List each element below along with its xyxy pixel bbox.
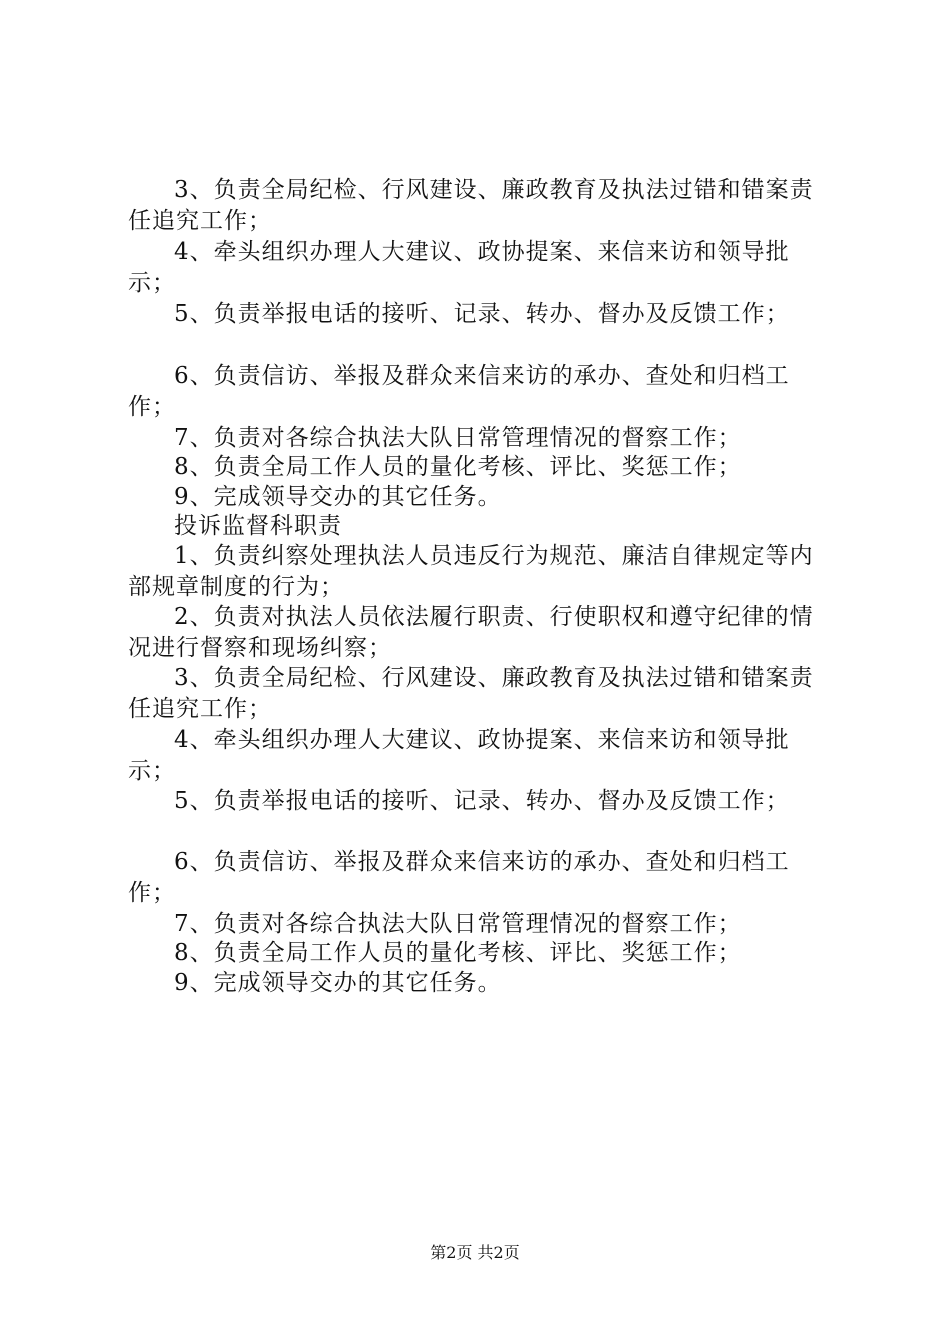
paragraph: 3、负责全局纪检、行风建设、廉政教育及执法过错和错案责任追究工作； — [128, 177, 814, 234]
paragraph: 9、完成领导交办的其它任务。 — [174, 484, 502, 510]
page-number-footer: 第2页 共2页 — [430, 1243, 520, 1262]
paragraph: 7、负责对各综合执法大队日常管理情况的督察工作； — [174, 425, 742, 451]
paragraph: 4、牵头组织办理人大建议、政协提案、来信来访和领导批示； — [128, 727, 790, 784]
paragraph: 8、负责全局工作人员的量化考核、评比、奖惩工作； — [174, 940, 742, 966]
paragraph: 8、负责全局工作人员的量化考核、评比、奖惩工作； — [174, 454, 742, 480]
paragraph: 1、负责纠察处理执法人员违反行为规范、廉洁自律规定等内部规章制度的行为； — [128, 543, 814, 600]
section-heading: 投诉监督科职责 — [174, 513, 342, 539]
paragraph: 5、负责举报电话的接听、记录、转办、督办及反馈工作； — [174, 301, 790, 327]
paragraph: 3、负责全局纪检、行风建设、廉政教育及执法过错和错案责任追究工作； — [128, 665, 814, 722]
paragraph: 6、负责信访、举报及群众来信来访的承办、查处和归档工作； — [128, 363, 790, 420]
paragraph: 4、牵头组织办理人大建议、政协提案、来信来访和领导批示； — [128, 239, 790, 296]
paragraph: 9、完成领导交办的其它任务。 — [174, 970, 502, 996]
paragraph: 6、负责信访、举报及群众来信来访的承办、查处和归档工作； — [128, 849, 790, 906]
paragraph: 2、负责对执法人员依法履行职责、行使职权和遵守纪律的情况进行督察和现场纠察； — [128, 604, 814, 661]
paragraph: 7、负责对各综合执法大队日常管理情况的督察工作； — [174, 911, 742, 937]
paragraph: 5、负责举报电话的接听、记录、转办、督办及反馈工作； — [174, 788, 790, 814]
